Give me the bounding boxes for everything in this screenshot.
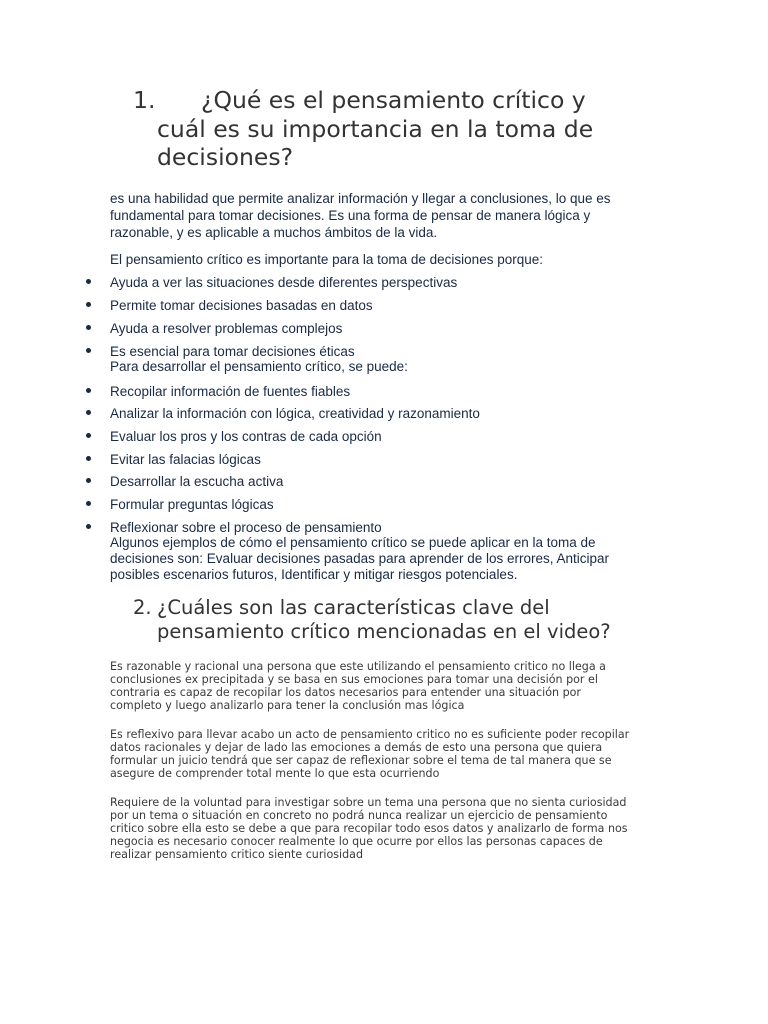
paragraph-line: por un tema o situación en concreto no podrá nunca realizar un ejercicio de pensamiento [110,809,608,822]
list-item-text: Recopilar información de fuentes fiables [110,384,351,399]
develop-intro: Para desarrollar el pensamiento crítico, se puede: [110,359,408,374]
question-1-title-line: cuál es su importancia en la toma de [157,115,594,143]
list-item [0,473,660,490]
bullet-icon [86,456,91,461]
list-item [0,383,660,400]
list-item [0,274,660,291]
examples-line: posibles escenarios futuros, Identificar y mitigar riesgos potenciales. [110,567,518,582]
bullet-icon [86,325,91,330]
intro-line: fundamental para tomar decisiones. Es una forma de pensar de manera lógica y [110,208,591,223]
list-item [0,428,660,445]
bullet-icon [86,410,91,415]
list-item [0,496,660,513]
list-item-text: Reflexionar sobre el proceso de pensamiento [110,520,382,535]
list-item-text: Ayuda a resolver problemas complejos [110,321,343,336]
bullet-icon [86,348,91,353]
question-2-title-line: ¿Cuáles son las características clave del [157,596,550,619]
answer-2-paragraph [110,796,670,861]
paragraph-line: negocia es necesario conocer realmente lo que ocurre por ellos las personas capaces de [110,835,603,848]
list-item-text: Evitar las falacias lógicas [110,452,261,467]
bullet-icon [86,501,91,506]
list-item [0,451,660,468]
list-item-text: Analizar la información con lógica, creatividad y razonamiento [110,406,480,421]
bullet-icon [86,302,91,307]
paragraph-line: completo y luego analizarlo para tener la conclusión mas lógica [110,699,465,712]
list-item [0,320,660,337]
paragraph-line: Es razonable y racional una persona que este utilizando el pensamiento critico no llega a [110,660,606,673]
bullet-icon [86,388,91,393]
examples-line: Algunos ejemplos de cómo el pensamiento crítico se puede aplicar en la toma de [110,535,596,550]
examples-line: decisiones son: Evaluar decisiones pasadas para aprender de los errores, Anticipar [110,551,610,566]
question-2-number: 2. [133,596,152,619]
question-1-title-line: decisiones? [157,143,294,171]
paragraph-line: Requiere de la voluntad para investigar sobre un tema una persona que no sienta curiosidad [110,796,627,809]
paragraph-line: conclusiones ex precipitada y se basa en sus emociones para tomar una decisión por el [110,673,598,686]
paragraph-line: critico sobre ella esto se debe a que para recopilar todo esos datos y analizarlo de forma nos [110,822,628,835]
intro-line: es una habilidad que permite analizar información y llegar a conclusiones, lo que es [110,191,611,206]
list-item [0,297,660,314]
list-item-text: Formular preguntas lógicas [110,497,274,512]
intro-line: razonable, y es aplicable a muchos ámbitos de la vida. [110,225,438,240]
paragraph-line: datos racionales y dejar de lado las emociones a demás de esto una persona que quiera [110,741,603,754]
answer-2-paragraph [110,660,670,712]
paragraph-line: formular un juicio tendrá que ser capaz de reflexionar sobre el tema de tal manera que se [110,754,612,767]
paragraph-line: Es reflexivo para llevar acabo un acto de pensamiento critico no es suficiente poder recopilar [110,728,630,741]
question-1-title-line: ¿Qué es el pensamiento crítico y [201,86,586,114]
bullet-icon [86,433,91,438]
question-1-number: 1. [133,86,156,114]
bullet-icon [86,478,91,483]
paragraph-line: realizar pensamiento critico siente curiosidad [110,848,364,861]
importance-intro: El pensamiento crítico es importante para la toma de decisiones porque: [110,252,543,267]
list-item-text: Desarrollar la escucha activa [110,474,284,489]
list-item-text: Es esencial para tomar decisiones éticas [110,344,355,359]
paragraph-line: contraria es capaz de recopilar los datos necesarios para entender una situación por [110,686,581,699]
answer-2-paragraph [110,728,670,780]
list-item-text: Permite tomar decisiones basadas en datos [110,298,373,313]
question-2-title-line: pensamiento crítico mencionadas en el video? [157,620,611,643]
bullet-icon [86,524,91,529]
bullet-icon [86,279,91,284]
list-item-text: Evaluar los pros y los contras de cada opción [110,429,382,444]
paragraph-line: asegure de comprender total mente lo que esta ocurriendo [110,767,440,780]
list-item-text: Ayuda a ver las situaciones desde diferentes perspectivas [110,275,458,290]
list-item [0,405,660,422]
